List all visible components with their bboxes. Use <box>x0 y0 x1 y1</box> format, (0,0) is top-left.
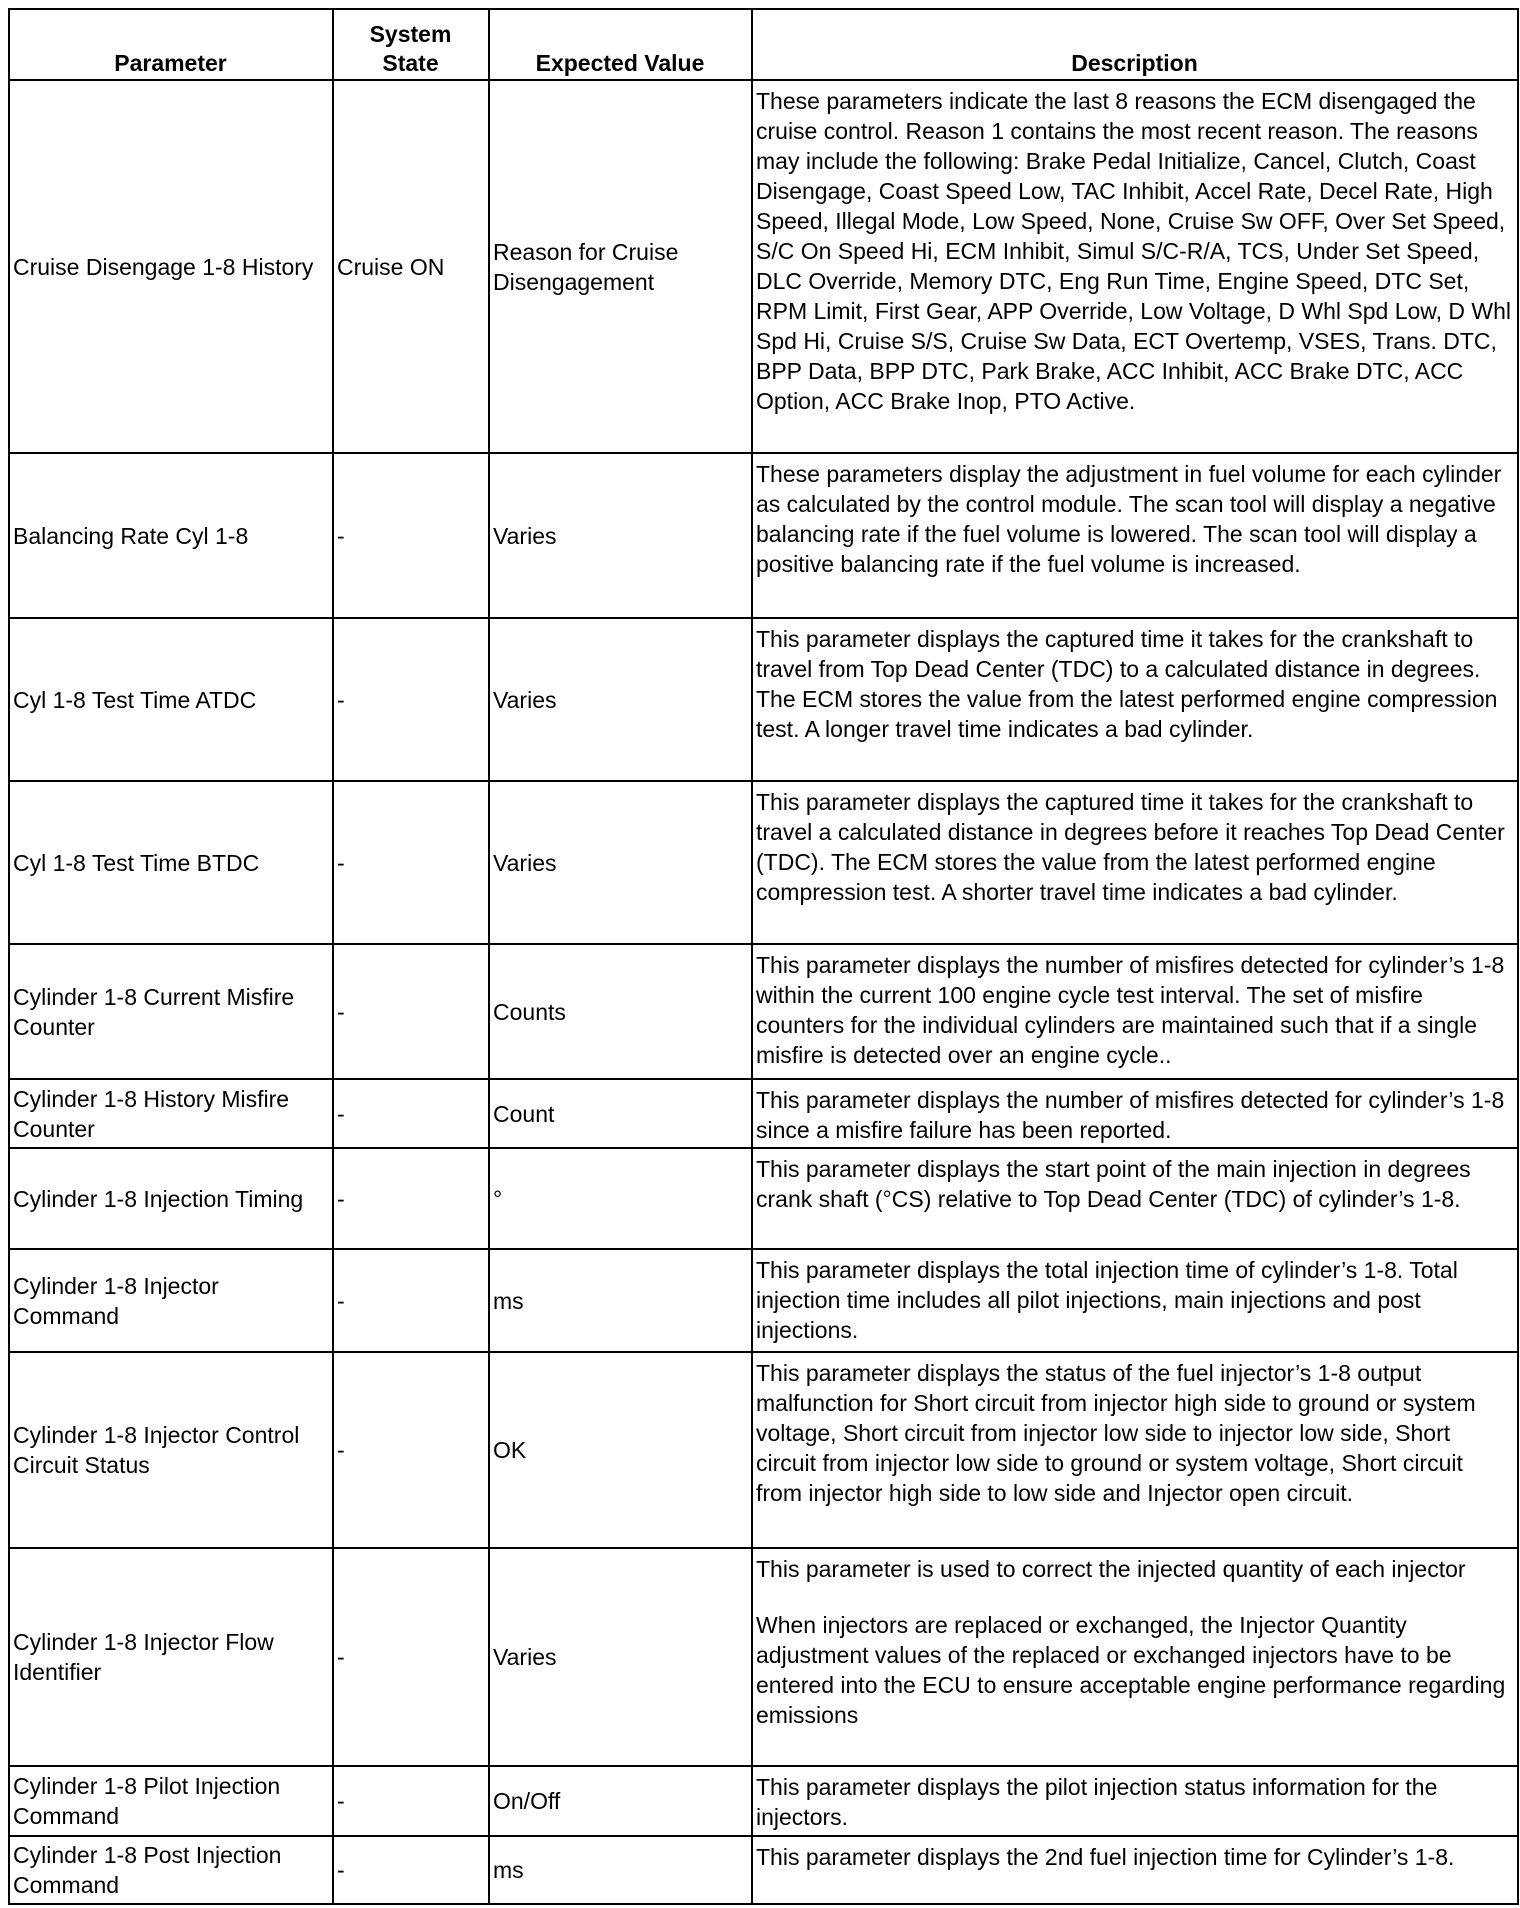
description-paragraph: This parameter displays the start point of the main injection in degrees crank shaft (°CS) relative to Top Dead Center (TDC) of cylinder’s 1-8. <box>756 1156 1471 1212</box>
cell-parameter: Cyl 1-8 Test Time ATDC <box>9 618 333 781</box>
cell-description <box>752 80 1518 453</box>
cell-parameter: Cylinder 1-8 Current Misfire Counter <box>9 944 333 1079</box>
cell-expected-value: Reason for Cruise Disengagement <box>489 80 752 453</box>
description-paragraph: This parameter displays the number of misfires detected for cylinder’s 1-8 since a misfire failure has been reported. <box>756 1087 1505 1143</box>
cell-expected-value: Counts <box>489 944 752 1079</box>
cell-system-state: - <box>333 781 489 944</box>
description-paragraph: This parameter displays the number of misfires detected for cylinder’s 1-8 within the current 100 engine cycle test interval. The set of misfire counters for the individual cylinders are maintained such that if a single misfire is detected over an engine cycle.. <box>756 952 1505 1068</box>
description-paragraph: This parameter displays the total injection time of cylinder’s 1-8. Total injection time includes all pilot injections, main injections and post injections. <box>756 1257 1458 1343</box>
description-paragraph: These parameters display the adjustment in fuel volume for each cylinder as calculated by the control module. The scan tool will display a negative balancing rate if the fuel volume is lowered. The scan tool will display a positive balancing rate if the fuel volume is increased. <box>756 461 1502 577</box>
cell-expected-value: Varies <box>489 618 752 781</box>
header-expected-value: Expected Value <box>489 9 752 80</box>
cell-description <box>752 1352 1518 1548</box>
cell-system-state: - <box>333 944 489 1079</box>
table-row <box>9 453 1518 618</box>
header-system-state-line-2: State <box>382 50 439 76</box>
header-system-state-line-1: System <box>369 21 452 47</box>
table-row <box>9 1766 1518 1836</box>
cell-description <box>752 1836 1518 1904</box>
cell-parameter: Cylinder 1-8 Injector Command <box>9 1249 333 1352</box>
table-row <box>9 1836 1518 1904</box>
description-paragraph: This parameter displays the captured time it takes for the crankshaft to travel from Top Dead Center (TDC) to a calculated distance in degrees. The ECM stores the value from the latest performed engine compression test. A longer travel time indicates a bad cylinder. <box>756 626 1498 742</box>
table-row <box>9 1148 1518 1249</box>
header-parameter: Parameter <box>9 9 333 80</box>
cell-parameter: Cylinder 1-8 Injector Flow Identifier <box>9 1548 333 1766</box>
table-row <box>9 1548 1518 1766</box>
cell-description <box>752 453 1518 618</box>
cell-expected-value: ° <box>489 1148 752 1249</box>
table-row <box>9 944 1518 1079</box>
table-row <box>9 781 1518 944</box>
header-description: Description <box>752 9 1518 80</box>
cell-description <box>752 944 1518 1079</box>
cell-system-state: - <box>333 453 489 618</box>
cell-description <box>752 1548 1518 1766</box>
cell-expected-value: Varies <box>489 781 752 944</box>
header-row <box>9 9 1518 80</box>
cell-expected-value: Varies <box>489 453 752 618</box>
cell-system-state: - <box>333 1249 489 1352</box>
description-paragraph: This parameter displays the pilot injection status information for the injectors. <box>756 1774 1438 1830</box>
cell-expected-value: Count <box>489 1079 752 1148</box>
cell-system-state: Cruise ON <box>333 80 489 453</box>
cell-system-state: - <box>333 1548 489 1766</box>
cell-description <box>752 1079 1518 1148</box>
table-row <box>9 1352 1518 1548</box>
table-row <box>9 618 1518 781</box>
cell-description <box>752 1148 1518 1249</box>
description-paragraph: This parameter displays the captured time it takes for the crankshaft to travel a calculated distance in degrees before it reaches Top Dead Center (TDC). The ECM stores the value from the latest performed engine compression test. A shorter travel time indicates a bad cylinder. <box>756 789 1505 905</box>
cell-system-state: - <box>333 618 489 781</box>
cell-expected-value: Varies <box>489 1548 752 1766</box>
parameter-table <box>8 8 1519 1905</box>
cell-parameter: Cylinder 1-8 History Misfire Counter <box>9 1079 333 1148</box>
cell-parameter: Cylinder 1-8 Injector Control Circuit Status <box>9 1352 333 1548</box>
cell-expected-value: On/Off <box>489 1766 752 1836</box>
cell-expected-value: OK <box>489 1352 752 1548</box>
cell-expected-value: ms <box>489 1249 752 1352</box>
description-paragraph: This parameter displays the status of the fuel injector’s 1-8 output malfunction for Short circuit from injector high side to ground or system voltage, Short circuit from injector low side to injector low side, Short circuit from injector low side to ground or system voltage, Short circuit from injector high side to low side and Injector open circuit. <box>756 1360 1476 1506</box>
cell-parameter: Cylinder 1-8 Post Injection Command <box>9 1836 333 1904</box>
cell-description <box>752 781 1518 944</box>
cell-system-state: - <box>333 1766 489 1836</box>
cell-system-state: - <box>333 1079 489 1148</box>
table-row <box>9 1079 1518 1148</box>
description-paragraph: This parameter displays the 2nd fuel injection time for Cylinder’s 1-8. <box>756 1844 1455 1870</box>
header-system-state <box>333 9 489 80</box>
cell-description <box>752 1766 1518 1836</box>
table-row <box>9 1249 1518 1352</box>
description-paragraph: When injectors are replaced or exchanged, the Injector Quantity adjustment values of the replaced or exchanged injectors have to be entered into the ECU to ensure acceptable engine performance regarding emissions <box>756 1612 1506 1728</box>
cell-parameter: Cylinder 1-8 Pilot Injection Command <box>9 1766 333 1836</box>
cell-description <box>752 618 1518 781</box>
cell-parameter: Cruise Disengage 1-8 History <box>9 80 333 453</box>
cell-system-state: - <box>333 1148 489 1249</box>
table-row <box>9 80 1518 453</box>
cell-description <box>752 1249 1518 1352</box>
cell-parameter: Cylinder 1-8 Injection Timing <box>9 1148 333 1249</box>
cell-system-state: - <box>333 1352 489 1548</box>
cell-parameter: Cyl 1-8 Test Time BTDC <box>9 781 333 944</box>
cell-parameter: Balancing Rate Cyl 1-8 <box>9 453 333 618</box>
cell-expected-value: ms <box>489 1836 752 1904</box>
cell-system-state: - <box>333 1836 489 1904</box>
description-paragraph: These parameters indicate the last 8 reasons the ECM disengaged the cruise control. Reason 1 contains the most recent reason. The reasons may include the following: Brake Pedal Initialize, Cancel, Clutch, Coast Disengage, Coast Speed Low, TAC Inhibit, Accel Rate, Decel Rate, High Speed, Illegal Mode, Low Speed, None, Cruise Sw OFF, Over Set Speed, S/C On Speed Hi, ECM Inhibit, Simul S/C-R/A, TCS, Under Set Speed, DLC Override, Memory DTC, Eng Run Time, Engine Speed, DTC Set, RPM Limit, First Gear, APP Override, Low Voltage, D Whl Spd Low, D Whl Spd Hi, Cruise S/S, Cruise Sw Data, ECT Overtemp, VSES, Trans. DTC, BPP Data, BPP DTC, Park Brake, ACC Inhibit, ACC Brake DTC, ACC Option, ACC Brake Inop, PTO Active. <box>756 88 1512 414</box>
description-paragraph: This parameter is used to correct the injected quantity of each injector <box>756 1556 1466 1582</box>
